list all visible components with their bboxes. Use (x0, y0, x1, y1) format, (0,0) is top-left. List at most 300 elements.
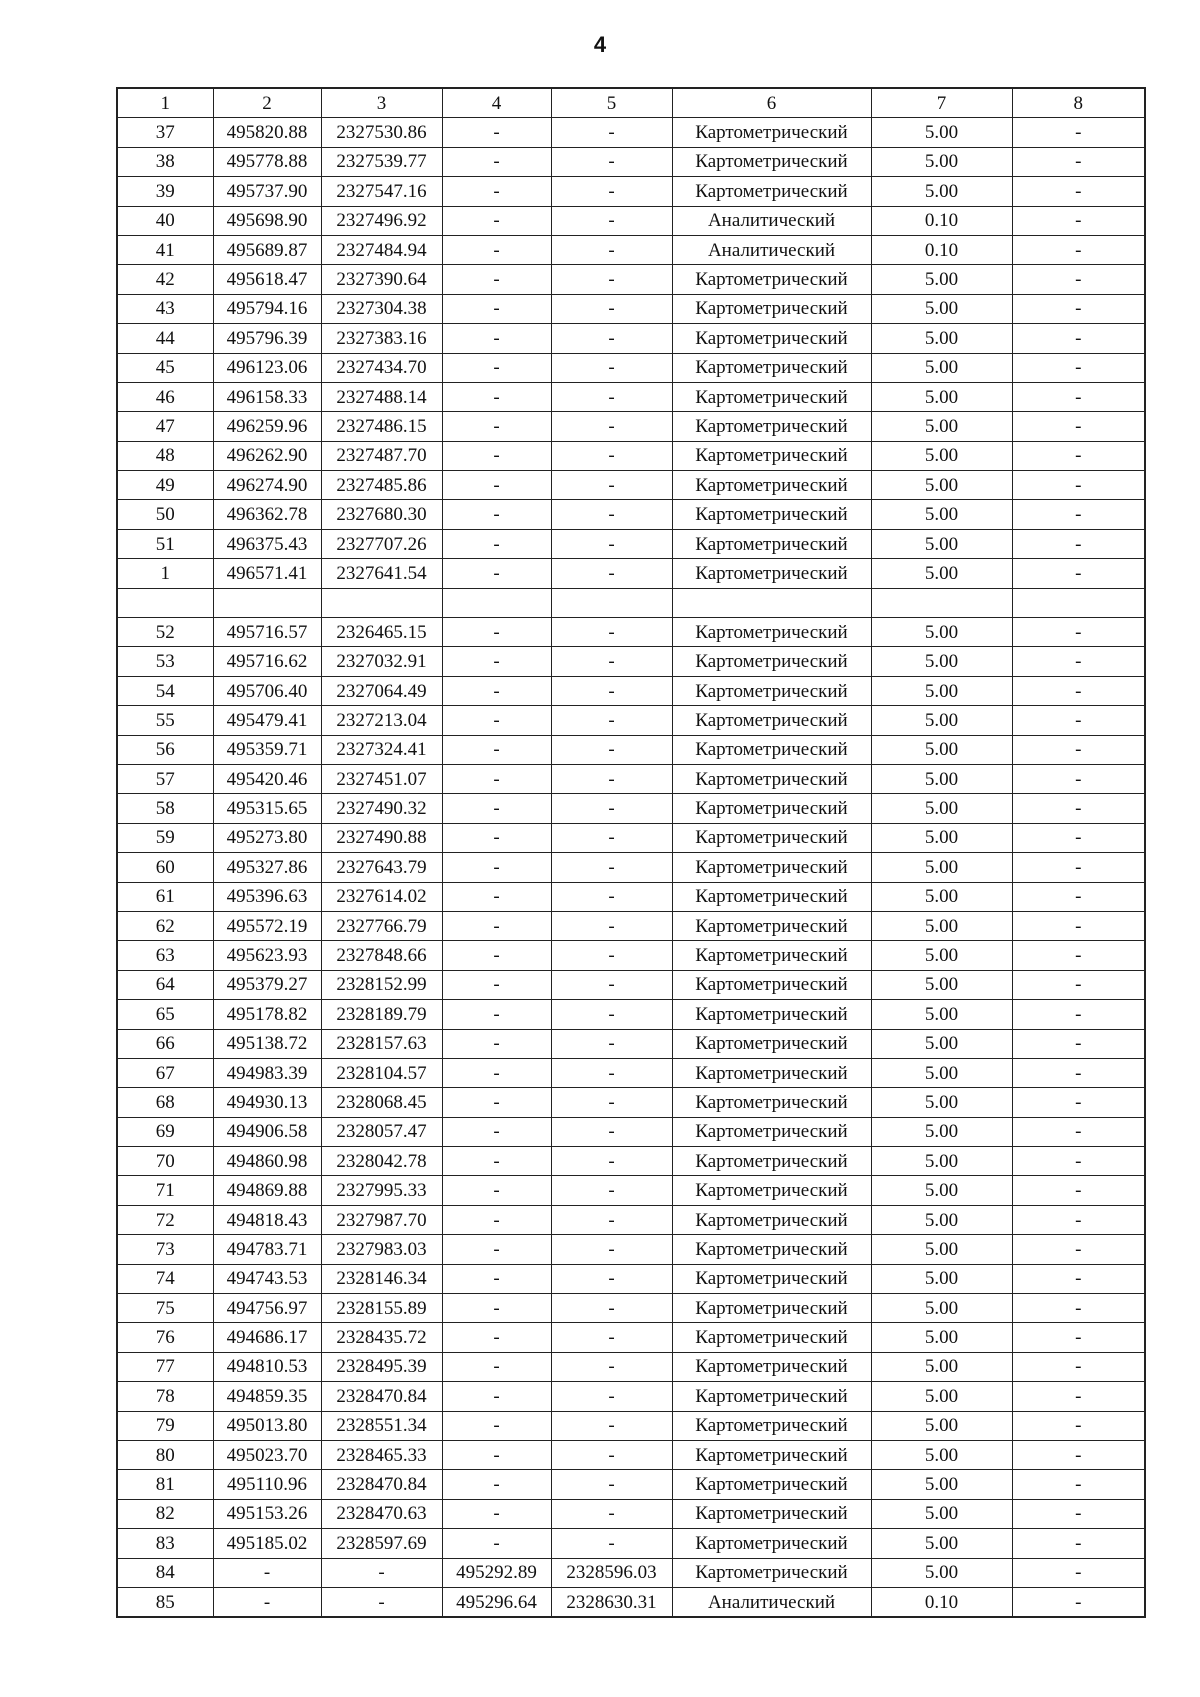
table-cell: Картометрический (672, 676, 871, 705)
table-row (117, 1205, 1145, 1234)
table-cell: 5.00 (871, 500, 1012, 529)
table-cell: Картометрический (672, 441, 871, 470)
table-cell: 5.00 (871, 1529, 1012, 1558)
table-cell: 495273.80 (213, 823, 321, 852)
table-cell: - (442, 941, 551, 970)
table-cell: 5.00 (871, 529, 1012, 558)
table-cell: - (1012, 1323, 1145, 1352)
table-cell (551, 588, 672, 617)
table-row (117, 1117, 1145, 1146)
table-cell: - (1012, 1176, 1145, 1205)
table-cell: 45 (117, 353, 213, 382)
table-cell: - (551, 1529, 672, 1558)
table-cell: Картометрический (672, 1323, 871, 1352)
table-cell: 80 (117, 1440, 213, 1469)
table-cell: 70 (117, 1147, 213, 1176)
table-cell: 5.00 (871, 412, 1012, 441)
table-cell: - (442, 1205, 551, 1234)
table-row (117, 471, 1145, 500)
table-cell: 496375.43 (213, 529, 321, 558)
table-cell: 495778.88 (213, 147, 321, 176)
table-cell: 5.00 (871, 1470, 1012, 1499)
table-cell: 5.00 (871, 441, 1012, 470)
table-row (117, 1294, 1145, 1323)
table-cell: 2328470.84 (321, 1470, 442, 1499)
table-cell: 77 (117, 1352, 213, 1381)
table-cell: - (1012, 1205, 1145, 1234)
table-cell: - (551, 706, 672, 735)
table-cell: - (1012, 206, 1145, 235)
table-cell: 52 (117, 618, 213, 647)
table-cell: 5.00 (871, 882, 1012, 911)
table-cell: Картометрический (672, 1529, 871, 1558)
table-cell: - (551, 1470, 672, 1499)
table-cell: 5.00 (871, 382, 1012, 411)
table-row (117, 265, 1145, 294)
table-cell: 5.00 (871, 970, 1012, 999)
table-cell: 5.00 (871, 1147, 1012, 1176)
table-cell: 2328068.45 (321, 1088, 442, 1117)
table-cell: 2327484.94 (321, 235, 442, 264)
table-cell: 2327995.33 (321, 1176, 442, 1205)
table-row (117, 794, 1145, 823)
table-cell: Картометрический (672, 764, 871, 793)
table-cell: - (1012, 706, 1145, 735)
table-row (117, 559, 1145, 588)
table-cell: - (442, 177, 551, 206)
table-cell: 61 (117, 882, 213, 911)
table-cell: 495618.47 (213, 265, 321, 294)
table-cell: 66 (117, 1029, 213, 1058)
table-cell: 5.00 (871, 353, 1012, 382)
table-cell: 5.00 (871, 1499, 1012, 1528)
table-cell: 2327304.38 (321, 294, 442, 323)
table-cell: 60 (117, 853, 213, 882)
table-cell: 495379.27 (213, 970, 321, 999)
table-cell: Картометрический (672, 412, 871, 441)
table-cell: Картометрический (672, 941, 871, 970)
table-cell: 5.00 (871, 147, 1012, 176)
table-cell: 5.00 (871, 471, 1012, 500)
table-cell: 63 (117, 941, 213, 970)
table-cell: 2326465.15 (321, 618, 442, 647)
table-cell: 2328152.99 (321, 970, 442, 999)
table-cell: 2327490.88 (321, 823, 442, 852)
table-cell: - (442, 794, 551, 823)
table-cell: - (551, 147, 672, 176)
table-cell: Картометрический (672, 1294, 871, 1323)
table-cell: Картометрический (672, 294, 871, 323)
table-cell: - (442, 147, 551, 176)
table-cell: 495138.72 (213, 1029, 321, 1058)
table-cell: 495315.65 (213, 794, 321, 823)
table-cell: 62 (117, 911, 213, 940)
table-cell: Картометрический (672, 1029, 871, 1058)
table-cell: - (1012, 471, 1145, 500)
table-cell: 5.00 (871, 911, 1012, 940)
table-cell: 81 (117, 1470, 213, 1499)
table-cell: - (551, 529, 672, 558)
table-row (117, 1323, 1145, 1352)
table-cell: 2327213.04 (321, 706, 442, 735)
table-cell: - (551, 1029, 672, 1058)
table-cell: - (551, 764, 672, 793)
table-cell: 2327324.41 (321, 735, 442, 764)
table-cell: 54 (117, 676, 213, 705)
table-cell: - (1012, 1117, 1145, 1146)
table-cell: - (1012, 500, 1145, 529)
table-cell: - (442, 618, 551, 647)
table-cell: 2327485.86 (321, 471, 442, 500)
table-cell: 0.10 (871, 235, 1012, 264)
table-cell: 5.00 (871, 1058, 1012, 1087)
table-row (117, 1587, 1145, 1617)
table-cell: 495296.64 (442, 1587, 551, 1617)
table-cell: - (321, 1558, 442, 1587)
table-cell: Картометрический (672, 147, 871, 176)
table-cell: - (442, 324, 551, 353)
table-cell: Картометрический (672, 265, 871, 294)
table-cell: Картометрический (672, 1205, 871, 1234)
table-cell: 5.00 (871, 1411, 1012, 1440)
table-cell: 494930.13 (213, 1088, 321, 1117)
table-cell: 495327.86 (213, 853, 321, 882)
table-cell: - (1012, 1529, 1145, 1558)
table-row (117, 1440, 1145, 1469)
table-row (117, 1264, 1145, 1293)
table-cell: - (1012, 1470, 1145, 1499)
table-cell: 495716.57 (213, 618, 321, 647)
table-row (117, 382, 1145, 411)
table-row (117, 206, 1145, 235)
table-cell: - (213, 1587, 321, 1617)
table-cell: - (442, 764, 551, 793)
table-row (117, 1235, 1145, 1264)
table-cell: - (551, 882, 672, 911)
table-cell: 5.00 (871, 853, 1012, 882)
table-cell: 5.00 (871, 941, 1012, 970)
table-cell: - (1012, 177, 1145, 206)
table-cell: 74 (117, 1264, 213, 1293)
table-cell: - (442, 1323, 551, 1352)
table-cell: 495794.16 (213, 294, 321, 323)
table-row (117, 235, 1145, 264)
table-cell: 495796.39 (213, 324, 321, 353)
table-cell: 494983.39 (213, 1058, 321, 1087)
table-cell: Картометрический (672, 1117, 871, 1146)
table-cell: - (442, 1382, 551, 1411)
table-cell: Картометрический (672, 118, 871, 147)
table-cell: - (442, 1440, 551, 1469)
table-cell: 46 (117, 382, 213, 411)
table-cell: Картометрический (672, 1470, 871, 1499)
table-cell: - (551, 1294, 672, 1323)
table-cell: Картометрический (672, 794, 871, 823)
table-cell: 5.00 (871, 735, 1012, 764)
table-cell: 5.00 (871, 1558, 1012, 1587)
table-cell: 2327490.32 (321, 794, 442, 823)
table-row (117, 294, 1145, 323)
table-cell (117, 588, 213, 617)
table-cell: - (551, 618, 672, 647)
table-cell: 2327390.64 (321, 265, 442, 294)
table-cell: 2328597.69 (321, 1529, 442, 1558)
table-cell: - (1012, 676, 1145, 705)
table-row (117, 1558, 1145, 1587)
table-row (117, 970, 1145, 999)
table-cell: - (551, 177, 672, 206)
table-cell: 496158.33 (213, 382, 321, 411)
table-cell: - (1012, 1382, 1145, 1411)
table-cell: 57 (117, 764, 213, 793)
table-row (117, 324, 1145, 353)
table-row (117, 1147, 1145, 1176)
table-cell: 5.00 (871, 706, 1012, 735)
table-cell: Картометрический (672, 911, 871, 940)
table-cell: Картометрический (672, 1264, 871, 1293)
table-cell: - (1012, 294, 1145, 323)
table-cell: 2327680.30 (321, 500, 442, 529)
table-cell: 2327766.79 (321, 911, 442, 940)
table-cell: Картометрический (672, 500, 871, 529)
table-cell: - (1012, 1352, 1145, 1381)
table-cell: - (551, 294, 672, 323)
page-number: 4 (593, 32, 607, 57)
table-row (117, 177, 1145, 206)
table-cell: - (551, 324, 672, 353)
table-cell: - (442, 911, 551, 940)
table-cell: - (1012, 911, 1145, 940)
table-row (117, 941, 1145, 970)
table-cell: 56 (117, 735, 213, 764)
table-cell: - (442, 1029, 551, 1058)
table-cell: - (442, 206, 551, 235)
table-cell: 495185.02 (213, 1529, 321, 1558)
table-cell: - (551, 1147, 672, 1176)
table-cell: 495110.96 (213, 1470, 321, 1499)
table-cell: - (1012, 1235, 1145, 1264)
table-cell: - (1012, 1587, 1145, 1617)
table-cell: 494783.71 (213, 1235, 321, 1264)
column-header: 5 (551, 88, 672, 118)
table-cell: - (551, 941, 672, 970)
table-cell: 5.00 (871, 1205, 1012, 1234)
table-cell: - (551, 823, 672, 852)
table-cell: 2328146.34 (321, 1264, 442, 1293)
table-cell: - (551, 118, 672, 147)
table-cell: - (442, 441, 551, 470)
table-cell (321, 588, 442, 617)
table-cell: 494860.98 (213, 1147, 321, 1176)
table-cell: - (442, 1352, 551, 1381)
table-cell: 44 (117, 324, 213, 353)
table-cell: - (551, 206, 672, 235)
table-cell: - (551, 412, 672, 441)
table-cell (442, 588, 551, 617)
table-cell: - (1012, 1440, 1145, 1469)
table-cell: - (442, 735, 551, 764)
table-cell: 494810.53 (213, 1352, 321, 1381)
table-cell: - (551, 441, 672, 470)
table-cell: 2328630.31 (551, 1587, 672, 1617)
table-row (117, 1470, 1145, 1499)
table-cell: - (551, 235, 672, 264)
table-cell: Картометрический (672, 1352, 871, 1381)
table-cell: 5.00 (871, 618, 1012, 647)
table-cell: Картометрический (672, 471, 871, 500)
table-cell: Картометрический (672, 882, 871, 911)
table-cell: Аналитический (672, 206, 871, 235)
table-row (117, 1088, 1145, 1117)
table-cell: - (551, 911, 672, 940)
table-row (117, 1499, 1145, 1528)
table-cell: 495292.89 (442, 1558, 551, 1587)
table-cell: 48 (117, 441, 213, 470)
table-cell: Картометрический (672, 1147, 871, 1176)
table-cell: 495572.19 (213, 911, 321, 940)
table-cell: - (442, 882, 551, 911)
table-cell: 2327987.70 (321, 1205, 442, 1234)
table-row (117, 823, 1145, 852)
table-cell: - (1012, 764, 1145, 793)
table-cell: 5.00 (871, 764, 1012, 793)
table-cell: 0.10 (871, 1587, 1012, 1617)
table-cell: 5.00 (871, 177, 1012, 206)
table-cell: 82 (117, 1499, 213, 1528)
table-cell: 1 (117, 559, 213, 588)
table-cell: - (551, 353, 672, 382)
table-cell: 0.10 (871, 206, 1012, 235)
table-cell: - (442, 1264, 551, 1293)
table-cell (1012, 588, 1145, 617)
table-cell: 2327983.03 (321, 1235, 442, 1264)
table-cell: 2327486.15 (321, 412, 442, 441)
table-cell: 2327488.14 (321, 382, 442, 411)
table-row (117, 1411, 1145, 1440)
table-cell: Картометрический (672, 823, 871, 852)
table-cell: - (442, 1176, 551, 1205)
table-cell: Картометрический (672, 353, 871, 382)
table-cell: 496274.90 (213, 471, 321, 500)
table-cell: - (321, 1587, 442, 1617)
table-cell: - (442, 1529, 551, 1558)
table-row (117, 1029, 1145, 1058)
table-cell: Картометрический (672, 177, 871, 206)
table-cell: - (551, 647, 672, 676)
table-cell: 495820.88 (213, 118, 321, 147)
table-cell: 2327487.70 (321, 441, 442, 470)
table-cell: - (551, 1382, 672, 1411)
table-row (117, 618, 1145, 647)
table-cell: 79 (117, 1411, 213, 1440)
table-cell: - (1012, 529, 1145, 558)
table-cell: - (442, 853, 551, 882)
table-cell: 2328057.47 (321, 1117, 442, 1146)
table-cell: - (1012, 1000, 1145, 1029)
table-cell: - (442, 970, 551, 999)
table-cell: - (551, 1264, 672, 1293)
table-cell: - (551, 382, 672, 411)
table-row (117, 1529, 1145, 1558)
table-cell: - (442, 294, 551, 323)
table-cell: 2328495.39 (321, 1352, 442, 1381)
table-cell: - (1012, 265, 1145, 294)
table-row (117, 764, 1145, 793)
table-cell: - (551, 794, 672, 823)
table-cell: 495013.80 (213, 1411, 321, 1440)
table-cell: 2327064.49 (321, 676, 442, 705)
table-cell: 2328465.33 (321, 1440, 442, 1469)
table-cell: Картометрический (672, 559, 871, 588)
table-cell: 2327643.79 (321, 853, 442, 882)
table-cell: - (1012, 1147, 1145, 1176)
column-header: 3 (321, 88, 442, 118)
table-cell: Картометрический (672, 706, 871, 735)
table-cell: - (213, 1558, 321, 1587)
table-cell: 5.00 (871, 1382, 1012, 1411)
table-row (117, 1352, 1145, 1381)
column-header: 4 (442, 88, 551, 118)
table-cell: Картометрический (672, 324, 871, 353)
table-cell: 496571.41 (213, 559, 321, 588)
table-cell: Картометрический (672, 618, 871, 647)
table-cell: 37 (117, 118, 213, 147)
table-row (117, 412, 1145, 441)
table-cell: Картометрический (672, 1382, 871, 1411)
table-cell: 495689.87 (213, 235, 321, 264)
table-row (117, 706, 1145, 735)
table-cell: 65 (117, 1000, 213, 1029)
table-cell: 5.00 (871, 118, 1012, 147)
table-cell: 2327539.77 (321, 147, 442, 176)
table-cell: 2327383.16 (321, 324, 442, 353)
table-cell: 5.00 (871, 1029, 1012, 1058)
table-cell: Картометрический (672, 1440, 871, 1469)
table-cell: - (442, 382, 551, 411)
table-cell: 494686.17 (213, 1323, 321, 1352)
table-cell: - (442, 1499, 551, 1528)
table-row (117, 500, 1145, 529)
table-cell: 41 (117, 235, 213, 264)
table-row (117, 118, 1145, 147)
table-cell: 39 (117, 177, 213, 206)
table-cell: - (1012, 147, 1145, 176)
table-cell (672, 588, 871, 617)
table-cell: 2328470.63 (321, 1499, 442, 1528)
table-cell: - (551, 1411, 672, 1440)
table-cell: - (1012, 970, 1145, 999)
table-cell: 2327496.92 (321, 206, 442, 235)
table-row (117, 441, 1145, 470)
table-cell: Картометрический (672, 1499, 871, 1528)
table-cell: - (1012, 647, 1145, 676)
table-body (117, 118, 1145, 1617)
table-cell: 64 (117, 970, 213, 999)
table-cell: 2328189.79 (321, 1000, 442, 1029)
table-cell: - (1012, 382, 1145, 411)
column-header: 8 (1012, 88, 1145, 118)
table-row (117, 676, 1145, 705)
table-cell: 2328042.78 (321, 1147, 442, 1176)
table-cell (213, 588, 321, 617)
table-cell: 494818.43 (213, 1205, 321, 1234)
table-cell: - (1012, 1558, 1145, 1587)
table-cell: - (1012, 324, 1145, 353)
table-cell: - (1012, 1411, 1145, 1440)
table-cell: - (1012, 853, 1145, 882)
table-cell: 75 (117, 1294, 213, 1323)
table-cell: - (1012, 353, 1145, 382)
